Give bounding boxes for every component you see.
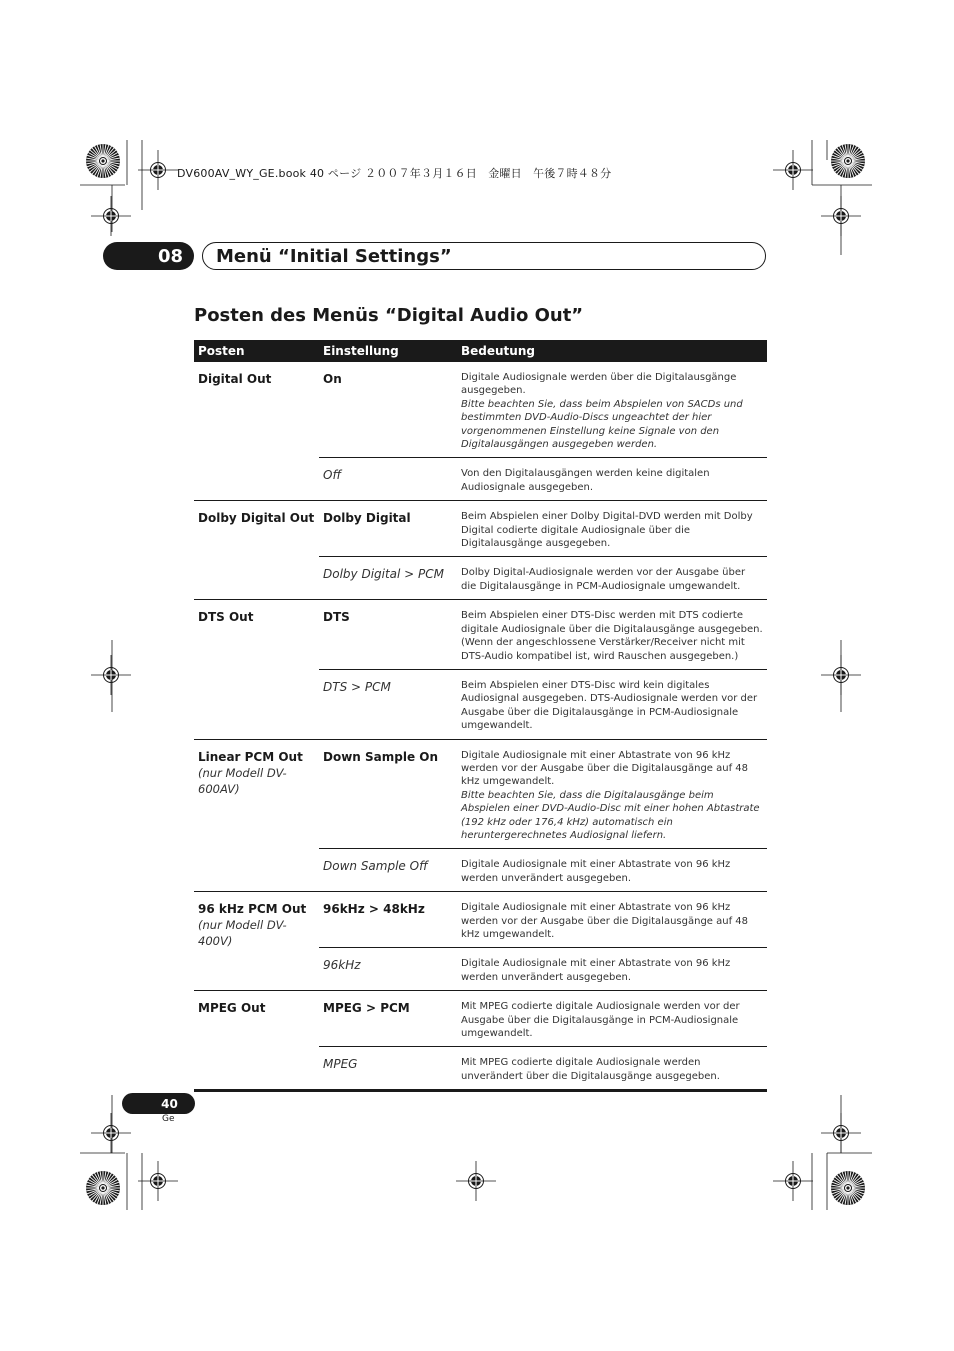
item-model-note: (nur Modell DV-400V) (198, 918, 287, 949)
setting-description-cell (457, 501, 767, 557)
item-name: Linear PCM Out (198, 749, 303, 764)
starburst-mark-bottom-left (86, 1171, 120, 1205)
section-title: Posten des Menüs “Digital Audio Out” (194, 305, 584, 326)
setting-description-cell (457, 948, 767, 991)
table-row (194, 501, 767, 557)
table-row (194, 892, 767, 948)
item-name: Digital Out (198, 372, 272, 386)
setting-description: Digitale Audiosignale werden über die Digitalausgänge ausgegeben. (461, 372, 737, 397)
registration-mark (456, 1161, 496, 1201)
setting-description: Digitale Audiosignale mit einer Abtastrate von 96 kHz werden vor der Ausgabe über die Digitalausgänge auf 48 kHz umgewandelt. (461, 902, 749, 940)
setting-value: Dolby Digital (319, 501, 457, 557)
item-cell (194, 362, 319, 501)
setting-description-cell (457, 991, 767, 1047)
table-row (194, 991, 767, 1047)
setting-value: Off (319, 458, 457, 501)
item-name: MPEG Out (198, 1001, 266, 1016)
setting-description-cell (457, 669, 767, 739)
setting-description-cell (457, 739, 767, 849)
registration-mark (821, 1113, 861, 1153)
setting-description-cell (457, 362, 767, 458)
item-cell (194, 501, 319, 600)
setting-value: 96kHz (319, 948, 457, 991)
table-body (194, 362, 767, 1090)
setting-description: Mit MPEG codierte digitale Audiosignale werden unverändert über die Digitalausgänge ausgegeben. (461, 1057, 720, 1082)
setting-description: Beim Abspielen einer Dolby Digital-DVD werden mit Dolby Digital codierte digitale Audiosignale über die Digitalausgänge ausgegeben. (461, 511, 753, 550)
setting-description: Digitale Audiosignale mit einer Abtastrate von 96 kHz werden vor der Ausgabe über die Digitalausgänge auf 48 kHz umgewandelt. (461, 749, 749, 788)
setting-value: Dolby Digital > PCM (319, 557, 457, 600)
header-posten: Posten (194, 340, 319, 362)
setting-description: Dolby Digital-Audiosignale werden vor der Ausgabe über die Digitalausgänge in PCM-Audiosignale umgewandelt. (461, 567, 746, 592)
registration-mark (138, 1161, 178, 1201)
setting-description: Von den Digitalausgängen werden keine digitalen Audiosignale ausgegeben. (461, 468, 710, 493)
starburst-mark-top-left (86, 144, 120, 178)
language-code: Ge (162, 1114, 175, 1124)
item-name: 96 kHz PCM Out (198, 902, 307, 917)
table-bottom-rule (194, 1089, 767, 1092)
table-row (194, 739, 767, 849)
chapter-title: Menü “Initial Settings” (202, 242, 766, 270)
item-cell (194, 892, 319, 991)
item-cell (194, 991, 319, 1090)
registration-mark (91, 196, 131, 236)
setting-value: DTS > PCM (319, 669, 457, 739)
setting-description-note: Bitte beachten Sie, dass die Digitalausgänge beim Abspielen einer DVD-Audio-Disc mit einer hohen Abtastrate (192 kHz oder 176,4 kHz) automatisch ein heruntergerechnetes Audiosignal liefern. (461, 789, 760, 841)
table-row (194, 362, 767, 458)
crop-marks-top (80, 140, 872, 255)
starburst-mark-bottom-right (831, 1171, 865, 1205)
table-row (194, 600, 767, 670)
registration-mark (91, 655, 131, 695)
registration-mark (821, 655, 861, 695)
page-number: 40 (122, 1093, 195, 1114)
registration-mark (773, 1161, 813, 1201)
chapter-number-badge: 08 (103, 242, 194, 270)
setting-description-cell (457, 1047, 767, 1089)
registration-mark (821, 196, 861, 236)
item-model-note: (nur Modell DV-600AV) (198, 765, 287, 796)
setting-description: Digitale Audiosignale mit einer Abtastrate von 96 kHz werden unverändert ausgegeben. (461, 859, 731, 884)
setting-value: DTS (319, 600, 457, 670)
setting-value: MPEG (319, 1047, 457, 1089)
setting-value: MPEG > PCM (319, 991, 457, 1047)
setting-description-cell (457, 600, 767, 670)
setting-description: Beim Abspielen einer DTS-Disc werden mit DTS codierte digitale Audiosignale über die Digitalausgänge ausgegeben. (Wenn der angeschlossene Verstärker/Receiver nicht mit DTS-Audio kompatibel ist, wird Rauschen ausgegeben.) (461, 610, 763, 662)
file-header: DV600AV_WY_GE.book 40 ページ ２００７年３月１６日 金曜日 午後７時４８分 (177, 167, 612, 180)
header-einstellung: Einstellung (319, 340, 457, 362)
item-name: DTS Out (198, 610, 254, 625)
starburst-mark-top-right (831, 144, 865, 178)
setting-description-cell (457, 458, 767, 501)
header-bedeutung: Bedeutung (457, 340, 767, 362)
setting-value: Down Sample Off (319, 849, 457, 892)
setting-value: 96kHz > 48kHz (319, 892, 457, 948)
item-name: Dolby Digital Out (198, 511, 315, 526)
item-cell (194, 600, 319, 739)
setting-description: Beim Abspielen einer DTS-Disc wird kein digitales Audiosignal ausgegeben. DTS-Audiosignale werden vor der Ausgabe über die Digitalausgänge in PCM-Audiosignale umgewandelt. (461, 679, 758, 732)
settings-table (194, 340, 767, 1089)
setting-description-note: Bitte beachten Sie, dass beim Abspielen von SACDs und bestimmten DVD-Audio-Discs ungeachtet der hier vorgenommenen Einstellung keine Signale von den Digitalausgängen ausgegeben werden. (461, 398, 743, 451)
registration-mark (91, 1113, 131, 1153)
setting-value: Down Sample On (319, 739, 457, 849)
registration-mark (773, 150, 813, 190)
setting-description: Digitale Audiosignale mit einer Abtastrate von 96 kHz werden unverändert ausgegeben. (461, 958, 731, 983)
setting-description-cell (457, 849, 767, 892)
setting-description-cell (457, 557, 767, 600)
item-cell (194, 739, 319, 892)
registration-mark (138, 150, 178, 190)
setting-description-cell (457, 892, 767, 948)
setting-value: On (319, 362, 457, 458)
setting-description: Mit MPEG codierte digitale Audiosignale werden vor der Ausgabe über die Digitalausgänge in PCM-Audiosignale umgewandelt. (461, 1001, 740, 1040)
table-header-row (194, 340, 767, 362)
